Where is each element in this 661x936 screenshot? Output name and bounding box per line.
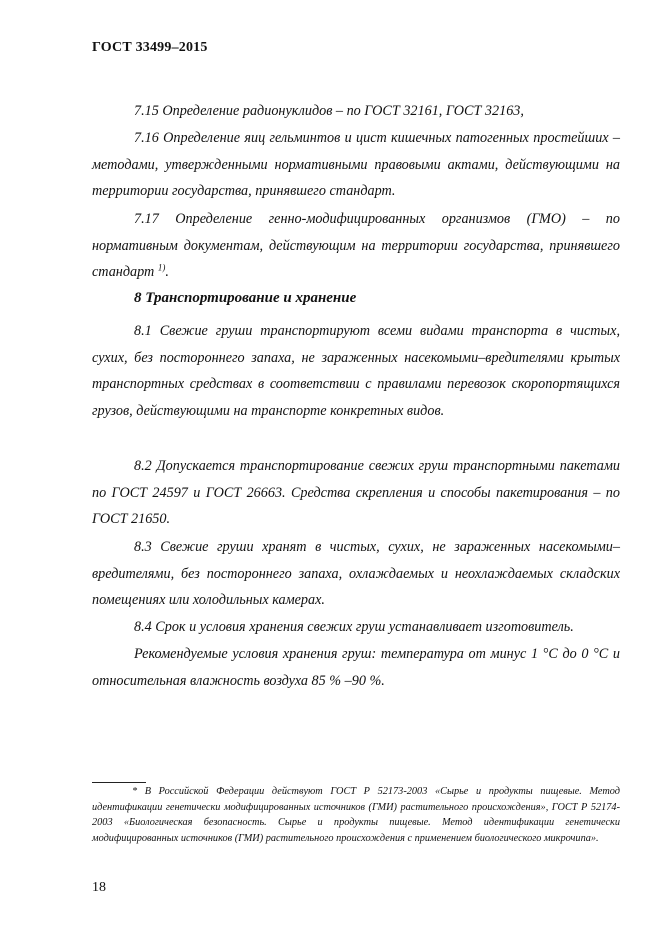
- paragraph-8-3-text: 8.3 Свежие груши хранят в чистых, сухих, не зараженных насекомыми–вредителями, без постороннего запаха, охлаждаемых и неохлаждаемых складских помещениях или холодильных камерах.: [92, 539, 620, 608]
- paragraph-7-16-text: 7.16 Определение яиц гельминтов и цист кишечных патогенных простейших – методами, утвержденными нормативными правовыми актами, действующими на территории государства, принявшего стандарт.: [92, 130, 620, 199]
- paragraph-7-17-text: 7.17 Определение генно-модифицированных организмов (ГМО) – по нормативным документам, действующим на территории государства, принявшего стандарт: [92, 211, 620, 280]
- paragraph-7-16: [92, 125, 620, 205]
- paragraph-8-4: [92, 614, 620, 641]
- paragraph-7-17: [92, 206, 620, 286]
- section-heading-8: 8 Транспортирование и хранение: [134, 290, 357, 306]
- paragraph-8-4-text: 8.4 Срок и условия хранения свежих груш устанавливает изготовитель.: [134, 619, 574, 635]
- footnote: [92, 784, 620, 846]
- paragraph-8-4-storage-text: Рекомендуемые условия хранения груш: температура от минус 1 °С до 0 °С и относительная влажность воздуха 85 % –90 %.: [92, 646, 620, 689]
- paragraph-8-1-text: 8.1 Свежие груши транспортируют всеми видами транспорта в чистых, сухих, без постороннего запаха, не зараженных насекомыми–вредителями крытых транспортных средствах в соответствии с правилами перевозок скоропортящихся грузов, действующими на транспорте конкретных видов.: [92, 323, 620, 419]
- paragraph-8-3: [92, 534, 620, 614]
- paragraph-7-15-text: 7.15 Определение радионуклидов – по ГОСТ 32161, ГОСТ 32163,: [134, 103, 524, 119]
- paragraph-7-15: [92, 98, 620, 125]
- paragraph-8-1: [92, 318, 620, 424]
- footnote-marker: 1): [157, 262, 166, 273]
- paragraph-7-17-end: .: [165, 264, 169, 280]
- paragraph-8-4-storage: [92, 641, 620, 694]
- footnote-separator: [92, 782, 146, 783]
- paragraph-8-2: [92, 453, 620, 533]
- document-header: ГОСТ 33499–2015: [92, 40, 208, 55]
- page-number: 18: [92, 880, 106, 895]
- paragraph-8-2-text: 8.2 Допускается транспортирование свежих груш транспортными пакетами по ГОСТ 24597 и ГОСТ 26663. Средства скрепления и способы пакетирования – по ГОСТ 21650.: [92, 458, 620, 527]
- footnote-text: * В Российской Федерации действуют ГОСТ Р 52173-2003 «Сырье и продукты пищевые. Метод идентификации генетически модифицированных источников (ГМИ) растительного происхождения», ГОСТ Р 52174-2003 «Биологическая безопасность. Сырье и продукты пищевые. Метод идентификации генетически модифицированных источников (ГМИ) растительного происхождения с применением биологического микрочипа».: [92, 786, 620, 844]
